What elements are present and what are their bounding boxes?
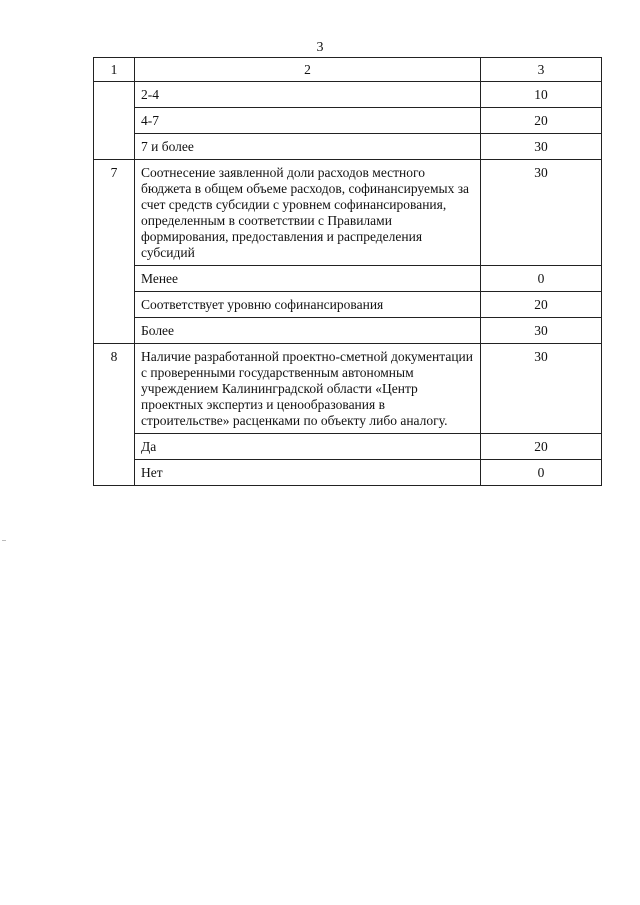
- table-row: [94, 108, 602, 134]
- table-header-row: [94, 58, 602, 82]
- row-number-cell: [94, 82, 135, 160]
- header-cell-3: 3: [481, 58, 602, 82]
- table-row: [94, 82, 602, 108]
- points-cell: 30: [481, 134, 602, 160]
- table-row: [94, 344, 602, 434]
- criterion-cell: 7 и более: [135, 134, 481, 160]
- points-cell: 30: [481, 318, 602, 344]
- points-cell: 0: [481, 266, 602, 292]
- row-number-cell: 7: [94, 160, 135, 344]
- criterion-cell: Менее: [135, 266, 481, 292]
- table-row: [94, 460, 602, 486]
- table-row: [94, 434, 602, 460]
- scan-artifact: [2, 540, 6, 541]
- criterion-cell: Соответствует уровню софинансирования: [135, 292, 481, 318]
- table-row: [94, 318, 602, 344]
- criterion-cell: 4-7: [135, 108, 481, 134]
- table-row: [94, 292, 602, 318]
- criteria-table: [93, 57, 602, 486]
- criterion-cell: Соотнесение заявленной доли расходов местного бюджета в общем объеме расходов, софинансируемых за счет средств субсидии с уровнем софинансирования, определенным в соответствии с Правилами формирования, предоставления и распределения субсидий: [135, 160, 481, 266]
- points-cell: 30: [481, 160, 602, 266]
- row-number-cell: 8: [94, 344, 135, 486]
- criterion-cell: Более: [135, 318, 481, 344]
- points-cell: 30: [481, 344, 602, 434]
- points-cell: 20: [481, 434, 602, 460]
- page-number: 3: [316, 40, 324, 55]
- criterion-cell: Да: [135, 434, 481, 460]
- points-cell: 20: [481, 292, 602, 318]
- table-row: [94, 266, 602, 292]
- criterion-cell: Нет: [135, 460, 481, 486]
- criterion-cell: 2-4: [135, 82, 481, 108]
- header-cell-1: 1: [94, 58, 135, 82]
- criterion-cell: Наличие разработанной проектно-сметной документации с проверенными государственным автономным учреждением Калининградской области «Центр проектных экспертиз и ценообразования в строительстве» расценками по объекту либо аналогу.: [135, 344, 481, 434]
- points-cell: 20: [481, 108, 602, 134]
- table-row: [94, 160, 602, 266]
- header-cell-2: 2: [135, 58, 481, 82]
- table-row: [94, 134, 602, 160]
- points-cell: 0: [481, 460, 602, 486]
- points-cell: 10: [481, 82, 602, 108]
